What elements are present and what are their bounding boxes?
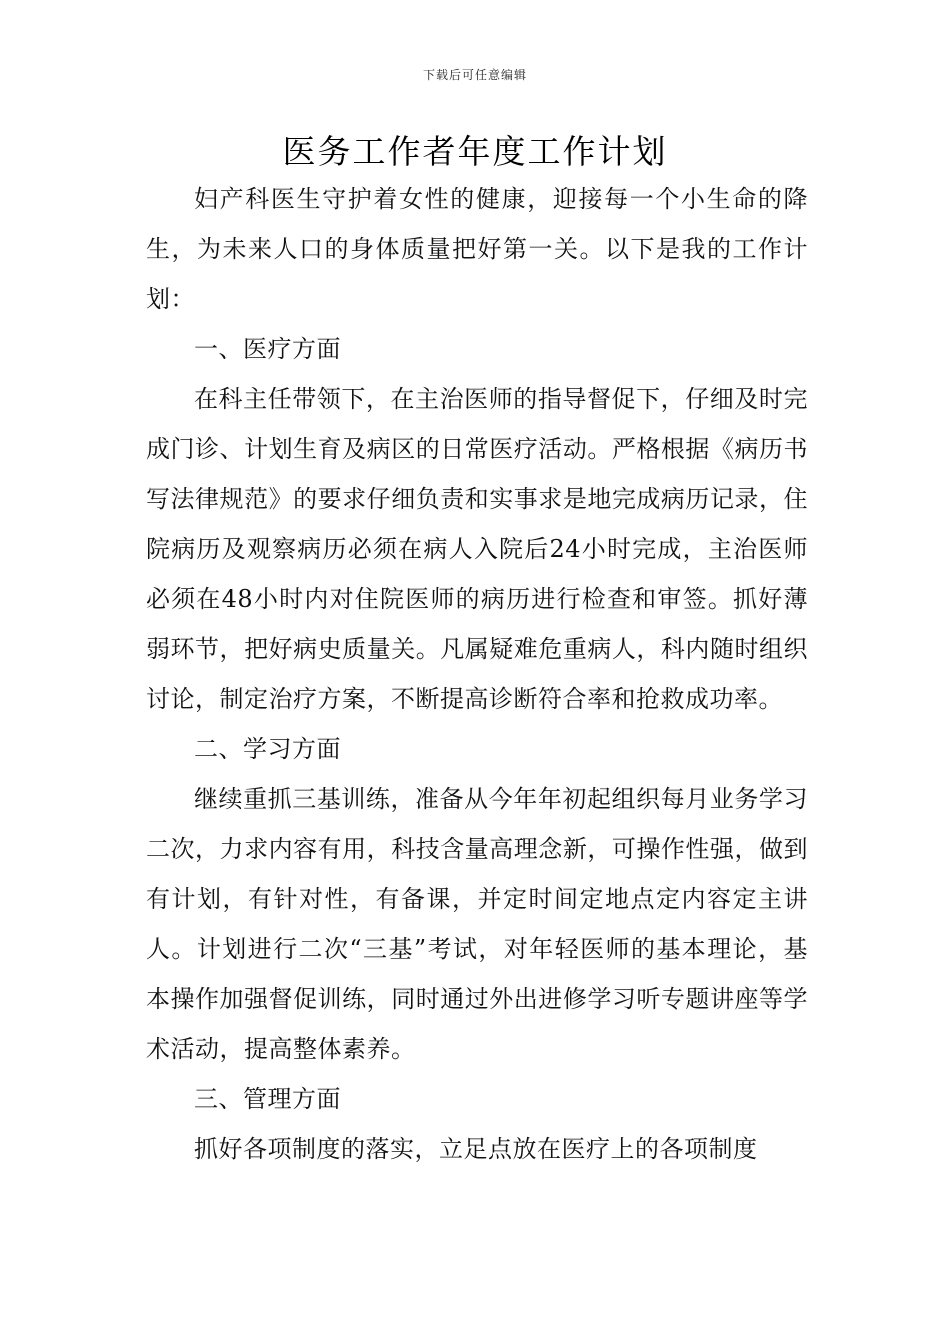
document-title: 医务工作者年度工作计划	[282, 132, 668, 171]
intro-paragraph: 妇产科医生守护着女性的健康，迎接每一个小生命的降生，为未来人口的身体质量把好第一关。以下是我的工作计划：	[146, 185, 808, 313]
section-text-medical: 在科主任带领下，在主治医师的指导督促下，仔细及时完成门诊、计划生育及病区的日常医疗活动。严格根据《病历书写法律规范》的要求仔细负责和实事求是地完成病历记录，住院病历及观察病历必须在病人入院后24小时完成，主治医师必须在48小时内对住院医师的病历进行检查和审签。抓好薄弱环节，把好病史质量关。凡属疑难危重病人，科内随时组织讨论，制定治疗方案，不断提高诊断符合率和抢救成功率。	[146, 385, 808, 713]
section-heading-medical: 一、医疗方面	[194, 335, 341, 363]
section-heading-study: 二、学习方面	[194, 735, 341, 763]
section-text-management: 抓好各项制度的落实，立足点放在医疗上的各项制度	[194, 1135, 758, 1163]
section-heading-management: 三、管理方面	[194, 1085, 341, 1113]
document-body	[146, 174, 808, 1174]
section-text-study: 继续重抓三基训练，准备从今年年初起组织每月业务学习二次，力求内容有用，科技含量高理念新，可操作性强，做到有计划，有针对性，有备课，并定时间定地点定内容定主讲人。计划进行二次“三基”考试，对年轻医师的基本理论，基本操作加强督促训练，同时通过外出进修学习听专题讲座等学术活动，提高整体素养。	[146, 785, 808, 1063]
header-note: 下载后可任意编辑	[422, 68, 527, 82]
